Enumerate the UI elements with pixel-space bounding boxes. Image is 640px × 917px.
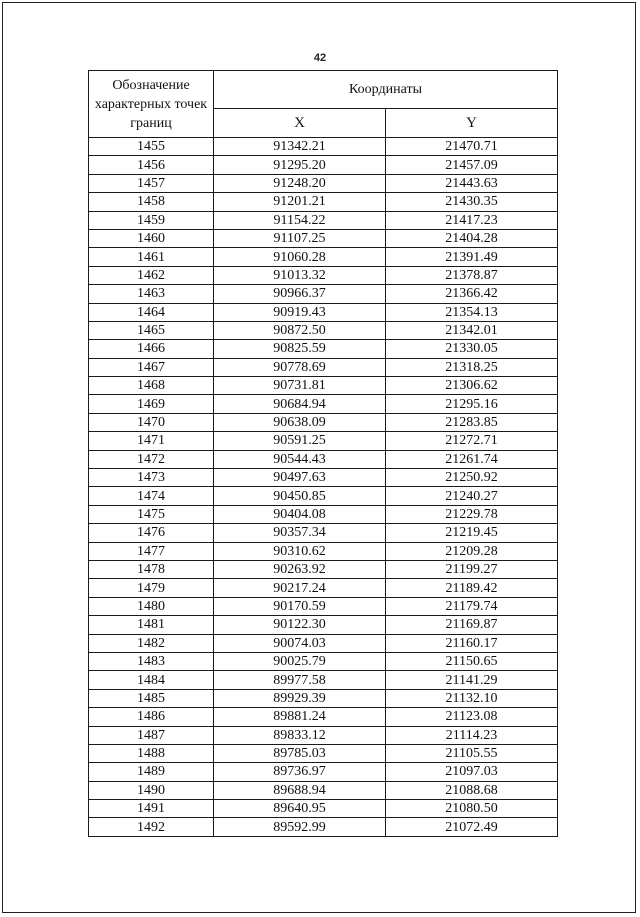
table-row [89,266,558,284]
table-row [89,487,558,505]
cell-point: 1474 [89,487,214,505]
cell-point: 1459 [89,211,214,229]
table-row [89,781,558,799]
table-row [89,469,558,487]
cell-y: 21141.29 [386,671,558,689]
cell-x: 90497.63 [214,469,386,487]
cell-y: 21199.27 [386,560,558,578]
cell-x: 89929.39 [214,689,386,707]
cell-point: 1463 [89,285,214,303]
cell-x: 91060.28 [214,248,386,266]
cell-x: 90404.08 [214,505,386,523]
cell-x: 90825.59 [214,340,386,358]
cell-y: 21229.78 [386,505,558,523]
cell-x: 90263.92 [214,560,386,578]
cell-x: 90310.62 [214,542,386,560]
table-row [89,652,558,670]
table-row [89,395,558,413]
cell-x: 90074.03 [214,634,386,652]
cell-y: 21088.68 [386,781,558,799]
cell-point: 1470 [89,413,214,431]
header-coordinates: Координаты [214,71,558,109]
table-row [89,597,558,615]
cell-point: 1475 [89,505,214,523]
cell-point: 1458 [89,193,214,211]
table-row [89,413,558,431]
cell-point: 1465 [89,321,214,339]
cell-y: 21354.13 [386,303,558,321]
cell-point: 1460 [89,229,214,247]
header-x: X [214,109,386,138]
cell-x: 91248.20 [214,174,386,192]
table-row [89,744,558,762]
cell-point: 1484 [89,671,214,689]
cell-point: 1488 [89,744,214,762]
cell-y: 21189.42 [386,579,558,597]
cell-y: 21105.55 [386,744,558,762]
cell-x: 90217.24 [214,579,386,597]
table-row [89,193,558,211]
cell-y: 21219.45 [386,524,558,542]
cell-point: 1466 [89,340,214,358]
cell-x: 90778.69 [214,358,386,376]
table-row [89,542,558,560]
cell-y: 21283.85 [386,413,558,431]
cell-y: 21179.74 [386,597,558,615]
table-row [89,156,558,174]
table-row [89,579,558,597]
cell-point: 1471 [89,432,214,450]
cell-point: 1480 [89,597,214,615]
cell-y: 21169.87 [386,616,558,634]
cell-x: 91107.25 [214,229,386,247]
cell-point: 1482 [89,634,214,652]
page-number: 42 [313,52,327,64]
cell-point: 1472 [89,450,214,468]
cell-y: 21295.16 [386,395,558,413]
cell-y: 21114.23 [386,726,558,744]
table-row [89,818,558,836]
cell-x: 90872.50 [214,321,386,339]
cell-x: 90731.81 [214,377,386,395]
table-row [89,671,558,689]
cell-point: 1490 [89,781,214,799]
cell-y: 21430.35 [386,193,558,211]
cell-y: 21209.28 [386,542,558,560]
cell-point: 1476 [89,524,214,542]
cell-x: 91295.20 [214,156,386,174]
cell-x: 89977.58 [214,671,386,689]
cell-x: 89736.97 [214,763,386,781]
table-row [89,377,558,395]
cell-y: 21318.25 [386,358,558,376]
cell-x: 91342.21 [214,138,386,156]
table-row [89,616,558,634]
cell-x: 90025.79 [214,652,386,670]
cell-x: 90919.43 [214,303,386,321]
cell-y: 21072.49 [386,818,558,836]
cell-y: 21261.74 [386,450,558,468]
cell-x: 91013.32 [214,266,386,284]
cell-x: 90638.09 [214,413,386,431]
cell-x: 89833.12 [214,726,386,744]
cell-y: 21080.50 [386,800,558,818]
table-row [89,432,558,450]
header-point-designation: Обозначение характерных точек границ [89,71,214,138]
cell-x: 90684.94 [214,395,386,413]
cell-x: 90122.30 [214,616,386,634]
table-row [89,340,558,358]
cell-x: 89881.24 [214,708,386,726]
table-row [89,303,558,321]
table-row [89,524,558,542]
cell-y: 21097.03 [386,763,558,781]
cell-y: 21150.65 [386,652,558,670]
cell-point: 1486 [89,708,214,726]
cell-y: 21132.10 [386,689,558,707]
coordinates-table [88,70,558,837]
cell-x: 89785.03 [214,744,386,762]
cell-x: 89688.94 [214,781,386,799]
cell-point: 1469 [89,395,214,413]
cell-y: 21391.49 [386,248,558,266]
table-row [89,358,558,376]
cell-point: 1477 [89,542,214,560]
cell-point: 1485 [89,689,214,707]
cell-y: 21366.42 [386,285,558,303]
cell-point: 1483 [89,652,214,670]
cell-y: 21240.27 [386,487,558,505]
cell-point: 1468 [89,377,214,395]
table-row [89,321,558,339]
cell-y: 21378.87 [386,266,558,284]
table-body [89,138,558,837]
cell-point: 1487 [89,726,214,744]
cell-y: 21123.08 [386,708,558,726]
cell-y: 21272.71 [386,432,558,450]
cell-x: 90450.85 [214,487,386,505]
cell-point: 1478 [89,560,214,578]
table-row [89,248,558,266]
table-row [89,800,558,818]
table-row [89,285,558,303]
cell-point: 1467 [89,358,214,376]
cell-y: 21342.01 [386,321,558,339]
cell-point: 1461 [89,248,214,266]
cell-point: 1464 [89,303,214,321]
table-row [89,689,558,707]
cell-point: 1462 [89,266,214,284]
table-header [89,71,558,138]
cell-point: 1473 [89,469,214,487]
header-y: Y [386,109,558,138]
cell-point: 1491 [89,800,214,818]
cell-y: 21160.17 [386,634,558,652]
cell-x: 91201.21 [214,193,386,211]
cell-x: 90357.34 [214,524,386,542]
table-row [89,560,558,578]
cell-point: 1489 [89,763,214,781]
cell-y: 21306.62 [386,377,558,395]
cell-x: 89592.99 [214,818,386,836]
cell-x: 90966.37 [214,285,386,303]
cell-point: 1479 [89,579,214,597]
table-row [89,505,558,523]
cell-y: 21417.23 [386,211,558,229]
cell-point: 1481 [89,616,214,634]
cell-x: 90544.43 [214,450,386,468]
cell-x: 90170.59 [214,597,386,615]
table-row [89,708,558,726]
cell-x: 89640.95 [214,800,386,818]
cell-point: 1456 [89,156,214,174]
table-row [89,450,558,468]
cell-y: 21404.28 [386,229,558,247]
cell-point: 1457 [89,174,214,192]
table-row [89,174,558,192]
cell-y: 21250.92 [386,469,558,487]
cell-x: 90591.25 [214,432,386,450]
table-row [89,634,558,652]
cell-point: 1492 [89,818,214,836]
cell-point: 1455 [89,138,214,156]
table-row [89,726,558,744]
table-row [89,138,558,156]
table-row [89,763,558,781]
table-row [89,211,558,229]
cell-x: 91154.22 [214,211,386,229]
cell-y: 21470.71 [386,138,558,156]
cell-y: 21330.05 [386,340,558,358]
cell-y: 21443.63 [386,174,558,192]
cell-y: 21457.09 [386,156,558,174]
table-row [89,229,558,247]
